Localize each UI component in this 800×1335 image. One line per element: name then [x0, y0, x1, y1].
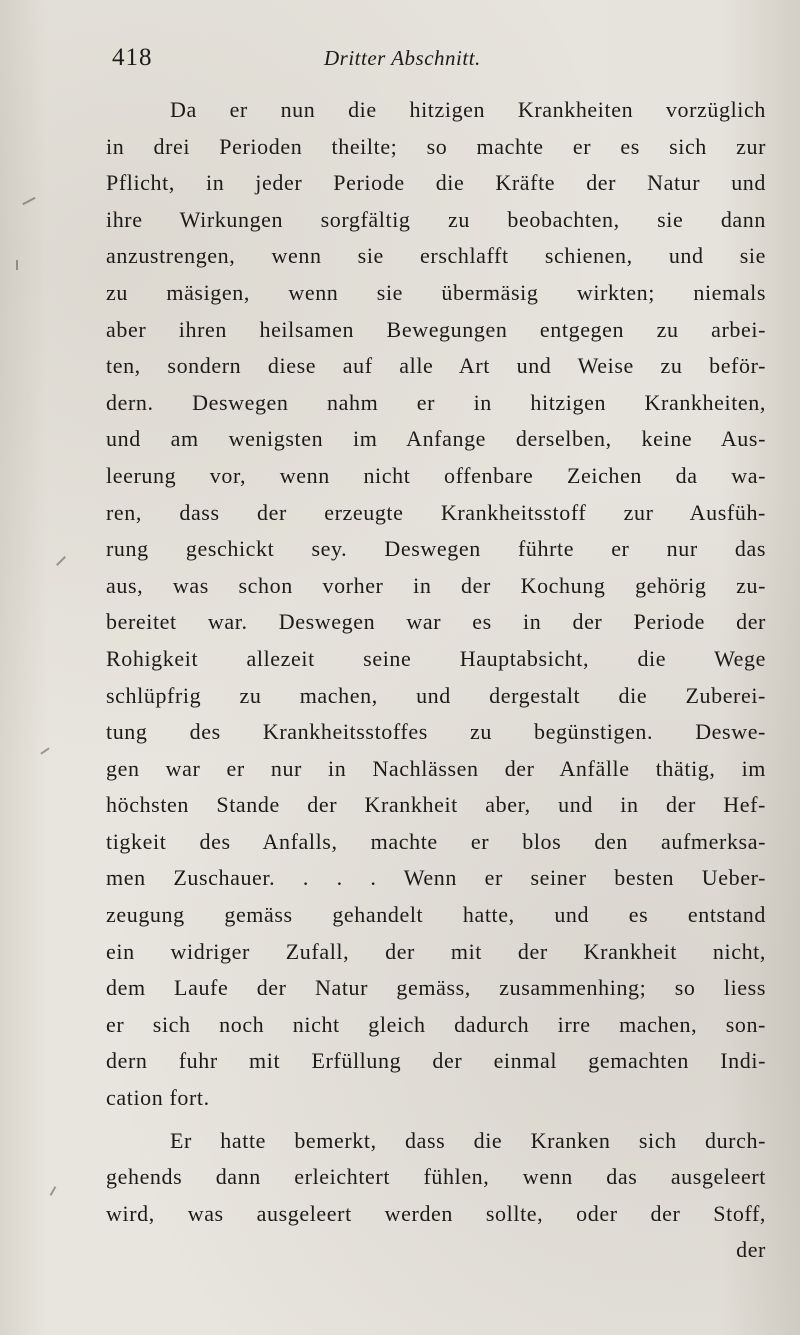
text-line: dern. Deswegen nahm er in hitzigen Krankheiten,	[106, 389, 766, 415]
margin-speck	[56, 556, 66, 566]
text-line: zu mäsigen, wenn sie übermäsig wirkten; niemals	[106, 279, 766, 305]
text-line: gen war er nur in Nachlässen der Anfälle thätig, im	[106, 755, 766, 781]
text-line: Pflicht, in jeder Periode die Kräfte der Natur und	[106, 170, 766, 196]
text-line: leerung vor, wenn nicht offenbare Zeichen da wa-	[106, 462, 766, 488]
text-line: gehends dann erleichtert fühlen, wenn das ausgeleert	[106, 1164, 766, 1190]
body-text	[106, 92, 766, 1269]
margin-speck	[22, 197, 35, 205]
text-line: Da er nun die hitzigen Krankheiten vorzüglich	[170, 97, 766, 122]
text-line: tigkeit des Anfalls, machte er blos den aufmerksa-	[106, 828, 766, 854]
text-line: wird, was ausgeleert werden sollte, oder der Stoff,	[106, 1200, 766, 1226]
text-line: dern fuhr mit Erfüllung der einmal gemachten Indi-	[106, 1048, 766, 1074]
text-line: tung des Krankheitsstoffes zu begünstigen. Deswe-	[106, 719, 766, 745]
text-line: schlüpfrig zu machen, und dergestalt die Zuberei-	[106, 682, 766, 708]
catchword: der	[736, 1237, 766, 1263]
text-line: höchsten Stande der Krankheit aber, und in der Hef-	[106, 792, 766, 818]
text-line: ren, dass der erzeugte Krankheitsstoff zur Ausfüh-	[106, 499, 766, 525]
running-title: Dritter Abschnitt.	[324, 46, 481, 70]
text-line: dem Laufe der Natur gemäss, zusammenhing; so liess	[106, 975, 766, 1001]
text-line: Er hatte bemerkt, dass die Kranken sich durch-	[170, 1127, 766, 1153]
text-line: aus, was schon vorher in der Kochung gehörig zu-	[106, 572, 766, 598]
text-line: men Zuschauer. . . . Wenn er seiner besten Ueber-	[106, 865, 766, 891]
text-line: aber ihren heilsamen Bewegungen entgegen zu arbei-	[106, 316, 766, 342]
page-header	[112, 44, 762, 80]
text-line: ten, sondern diese auf alle Art und Weise zu beför-	[106, 353, 766, 379]
text-line: und am wenigsten im Anfange derselben, keine Aus-	[106, 426, 766, 452]
text-line: Rohigkeit allezeit seine Hauptabsicht, die Wege	[106, 645, 766, 671]
text-line: er sich noch nicht gleich dadurch irre machen, son-	[106, 1011, 766, 1037]
text-line: bereitet war. Deswegen war es in der Periode der	[106, 609, 766, 635]
text-line: in drei Perioden theilte; so machte er es sich zur	[106, 133, 766, 159]
text-line: cation fort.	[106, 1085, 210, 1111]
margin-speck	[16, 260, 18, 270]
page-number: 418	[112, 44, 153, 71]
text-line: rung geschickt sey. Deswegen führte er nur das	[106, 536, 766, 562]
text-line: ihre Wirkungen sorgfältig zu beobachten, sie dann	[106, 206, 766, 232]
margin-speck	[50, 1186, 57, 1196]
text-line: zeugung gemäss gehandelt hatte, und es entstand	[106, 902, 766, 928]
text-line: anzustrengen, wenn sie erschlafft schienen, und sie	[106, 243, 766, 269]
margin-speck	[40, 747, 49, 754]
text-line: ein widriger Zufall, der mit der Krankheit nicht,	[106, 938, 766, 964]
